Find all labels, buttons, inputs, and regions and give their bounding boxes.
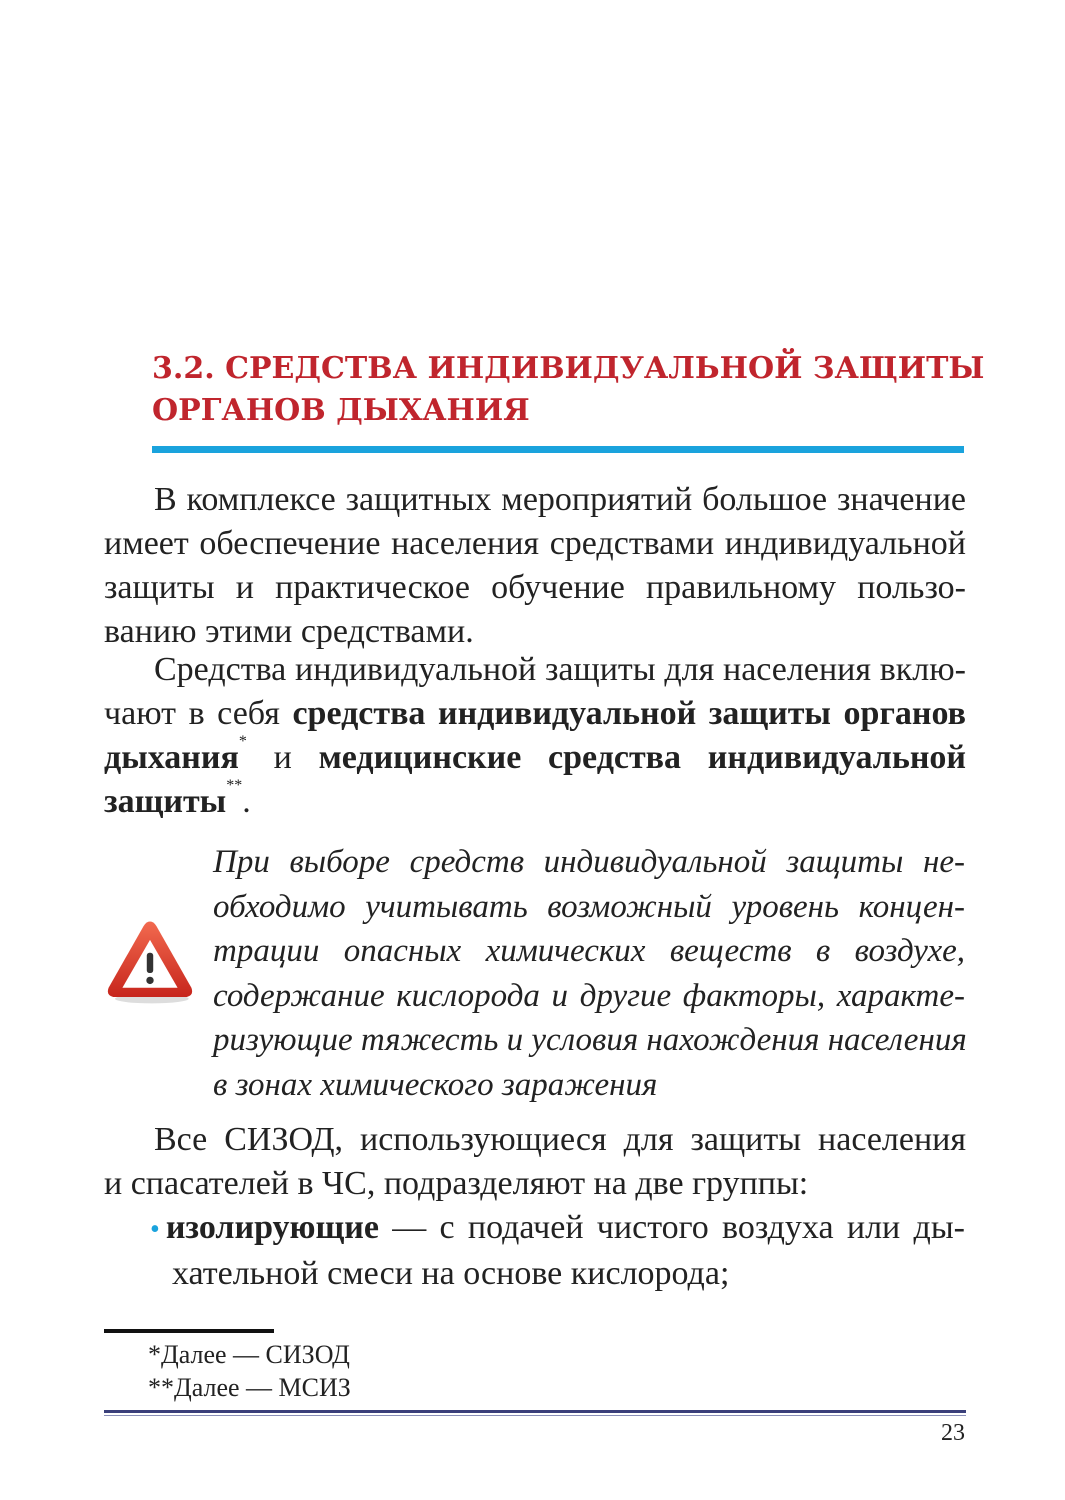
paragraph-line: защиты и практическое обучение правильному пользо- [104, 569, 966, 606]
warning-line: При выборе средств индивидуальной защиты не- [213, 844, 965, 880]
plain-text: чают в себя [104, 695, 293, 732]
warning-triangle-icon [104, 916, 196, 1008]
footnote-marker: ** [226, 777, 243, 794]
footer-rule [104, 1410, 966, 1413]
groups-list [150, 1206, 965, 1296]
paragraph-line: В комплексе защитных мероприятий большое значение [154, 481, 966, 518]
warning-line: обходимо учитывать возможный уровень концен- [213, 888, 965, 925]
warning-line: ризующие тяжесть и условия нахождения населения [213, 1022, 967, 1058]
paragraph-groups [104, 1118, 966, 1206]
bold-term: изолирующие [165, 1209, 379, 1246]
warning-line: трации опасных химических веществ в воздухе, [213, 933, 965, 969]
heading-underline [152, 446, 964, 453]
footnote: **Далее — МСИЗ [148, 1373, 351, 1402]
paragraph-line: Средства индивидуальной защиты для населения вклю- [154, 651, 966, 688]
warning-line: в зонах химического заражения [213, 1066, 658, 1103]
footnote: *Далее — СИЗОД [148, 1340, 350, 1369]
bold-term: медицинские средства индивидуальной [318, 739, 966, 776]
plain-text: . [242, 783, 251, 820]
section-heading [152, 348, 985, 432]
paragraph-line: ванию этими средствами. [104, 613, 474, 650]
paragraph-line: и спасателей в ЧС, подразделяют на две группы: [104, 1165, 809, 1202]
footer-rule-thin [104, 1415, 966, 1416]
list-item-line [150, 1206, 965, 1252]
warning-note [213, 840, 965, 1107]
footnote-separator [104, 1329, 274, 1333]
footnote-marker: * [238, 733, 247, 750]
paragraph-line: Все СИЗОД, использующиеся для защиты населения [154, 1121, 966, 1158]
paragraph-line [104, 777, 966, 824]
warning-line: содержание кислорода и другие факторы, характе- [213, 977, 965, 1014]
bullet-icon: • [150, 1214, 160, 1245]
bold-term: защиты [104, 783, 227, 820]
bold-term: средства индивидуальной защиты органов [292, 695, 966, 732]
paragraph-line [104, 692, 966, 736]
section-heading-line-1: 3.2. СРЕДСТВА ИНДИВИДУАЛЬНОЙ ЗАЩИТЫ [152, 351, 985, 386]
paragraph-line [104, 733, 966, 780]
paragraph-line: имеет обеспечение населения средствами индивидуальной [104, 525, 966, 562]
bold-term: дыхания [104, 739, 239, 776]
plain-text: — с подачей чистого воздуха или ды- [378, 1209, 965, 1246]
paragraph-intro [104, 478, 966, 654]
section-heading-line-2: ОРГАНОВ ДЫХАНИЯ [152, 393, 530, 428]
list-item [150, 1206, 965, 1296]
paragraph-means [104, 648, 966, 824]
page-number: 23 [941, 1420, 965, 1446]
footnotes [148, 1338, 351, 1404]
list-item-line: хательной смеси на основе кислорода; [172, 1255, 730, 1292]
plain-text: и [246, 739, 319, 776]
